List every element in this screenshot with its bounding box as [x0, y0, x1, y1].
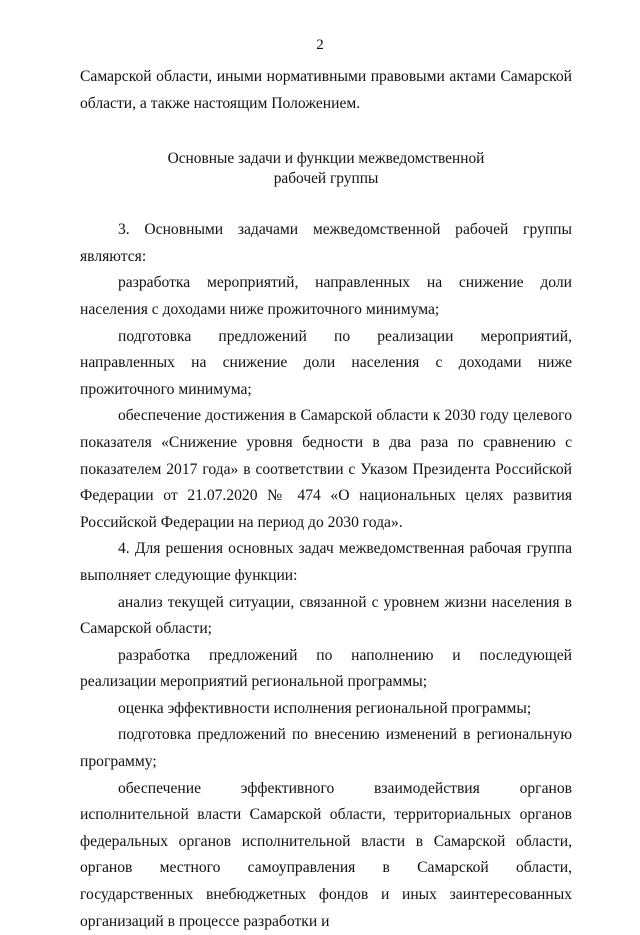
paragraph-task-3: обеспечение достижения в Самарской области к 2030 году целевого показателя «Снижение уровня бедности в два раза по сравнению с показателем 2017 года» в соответствии с Указом Президента Российской Федерации от 21.07.2020 № 474 «О национальных целях развития Российской Федерации на период до 2030 года». — [80, 407, 572, 531]
paragraph-4: 4. Для решения основных задач межведомственная рабочая группа выполняет следующие функции: — [80, 540, 572, 584]
paragraph-function-4: подготовка предложений по внесению изменений в региональную программу; — [80, 726, 572, 771]
paragraph-task-1: разработка мероприятий, направленных на снижение доли населения с доходами ниже прожиточного минимума; — [80, 274, 572, 318]
paragraph-task-2: подготовка предложений по реализации мероприятий, направленных на снижение доли населения с доходами ниже прожиточного минимума; — [80, 327, 572, 398]
section-heading-line-1: Основные задачи и функции межведомственной — [167, 150, 485, 168]
paragraph-function-2: разработка предложений по наполнению и последующей реализации мероприятий региональной программы; — [80, 646, 572, 691]
document-body — [80, 64, 572, 935]
paragraph-function-3: оценка эффективности исполнения региональной программы; — [118, 699, 532, 717]
page-number: 2 — [316, 37, 324, 53]
paragraph-function-1: анализ текущей ситуации, связанной с уровнем жизни населения в Самарской области; — [80, 593, 572, 638]
section-heading — [80, 149, 572, 189]
section-heading-line-2: рабочей группы — [273, 170, 379, 188]
paragraph-function-5: обеспечение эффективного взаимодействия органов исполнительной власти Самарской области, территориальных органов федеральных органов исполнительной власти в Самарской области, органов местного самоуправления в Самарской области, государственных внебюджетных фондов и иных заинтересованных организаций в процессе разработки и — [80, 779, 572, 930]
paragraph-3: 3. Основными задачами межведомственной рабочей группы являются: — [80, 221, 572, 265]
intro-paragraph: Самарской области, иными нормативными правовыми актами Самарской области, а также настоящим Положением. — [80, 68, 572, 112]
